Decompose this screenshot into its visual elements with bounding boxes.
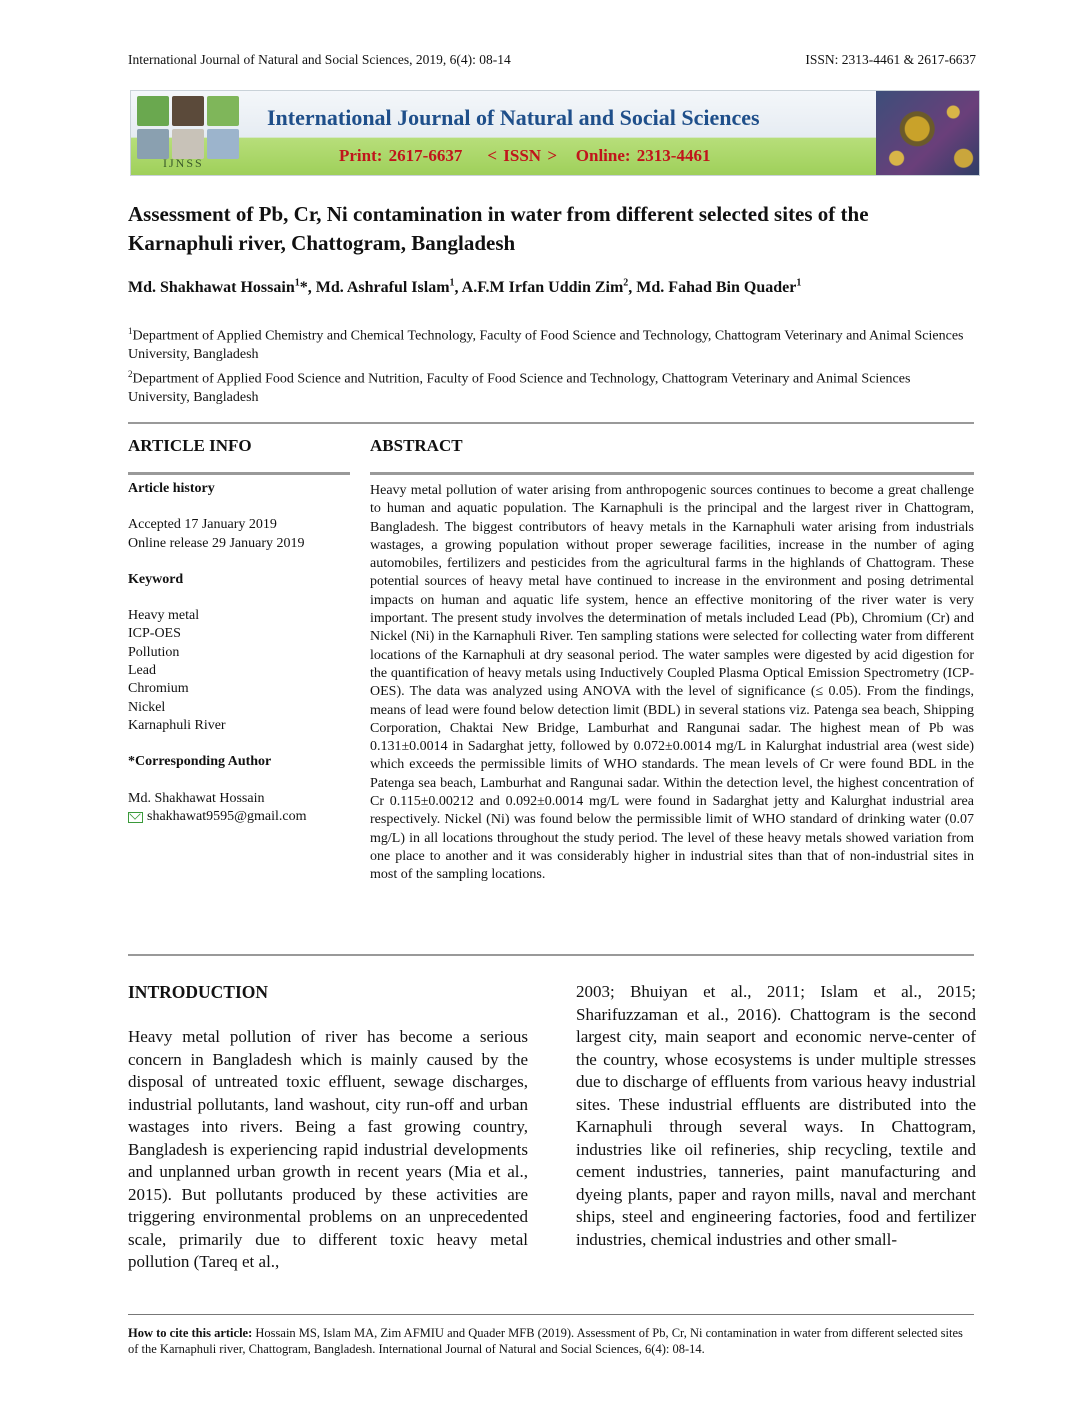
journal-banner: [130, 90, 980, 176]
running-head: [128, 52, 976, 68]
article-info: [128, 480, 348, 826]
divider-footer: [128, 1314, 974, 1315]
running-head-journal: International Journal of Natural and Social Sciences, 2019, 6(4): 08-14: [128, 52, 511, 67]
author-2: Md. Ashraful Islam$^1$: [315, 278, 455, 297]
email-row[interactable]: [128, 808, 348, 826]
running-head-issn: ISSN: 2313-4461 & 2617-6637: [805, 52, 976, 67]
keyword-item: ICP-OES: [128, 626, 181, 642]
affiliation-1: $^1$Department of Applied Chemistry and Chemical Technology, Faculty of Food Science and Technology, Chattogram Veterinary and Animal Sciences University, Bangladesh: [128, 326, 964, 363]
email-link[interactable]: shakhawat9595@gmail.com: [147, 808, 307, 824]
corresponding-name: Md. Shakhawat Hossain: [128, 790, 265, 806]
author-list: Md. Shakhawat Hossain$^1$*, Md. Ashraful Islam$^1$, A.F.M Irfan Uddin Zim$^2$, Md. Fahad Bin Quader$^1$: [128, 278, 802, 297]
author-1: Md. Shakhawat Hossain$^1$*: [128, 278, 308, 297]
banner-journal-title: International Journal of Natural and Social Sciences: [267, 105, 760, 130]
keyword-item: Heavy metal: [128, 608, 200, 624]
keyword-item: Chromium: [128, 681, 189, 697]
article-info-heading: ARTICLE INFO: [128, 436, 252, 455]
leaf-icon: [207, 96, 239, 126]
introduction-column-2: 2003; Bhuiyan et al., 2011; Islam et al., 2015; Sharifuzzaman et al., 2016). Chattogram is the second largest city, main seaport and economic nerve-center of the country, whose ecosystems is under multiple stresses due to discharge of effluents from various heavy industrial sites. These industrial effluents are distributed into the Karnaphuli through several ways. In Chattogram, industries like oil refineries, ship recycling, textile and cement industries, tanneries, paint manufacturing and dyeing plants, paper and rayon mills, naval and merchant ships, steel and engineering factories, food and fertilizer industries, chemical industries and other small-: [576, 982, 976, 1249]
logo-text: IJNSS: [163, 156, 204, 170]
divider-intro: [128, 954, 974, 956]
keyword-item: Nickel: [128, 699, 166, 715]
banner-issn-line: Print: 2617-6637 < ISSN > Online: 2313-4461: [339, 146, 711, 165]
citation-text: Hossain MS, Islam MA, Zim AFMIU and Quader MFB (2019). Assessment of Pb, Cr, Ni contamination in water from different selected sites of the Karnaphuli river, Chattogram, Bangladesh. International Journal of Natural and Social Sciences, 6(4): 08-14.: [128, 1326, 963, 1356]
online-date: Online release 29 January 2019: [128, 535, 305, 551]
lab-icon: [207, 129, 239, 159]
keyword-item: Karnaphuli River: [128, 717, 226, 733]
introduction-heading: INTRODUCTION: [128, 982, 269, 1002]
journal-logo: [135, 94, 243, 172]
author-3: A.F.M Irfan Uddin Zim$^2$: [461, 278, 629, 297]
abstract-heading: ABSTRACT: [370, 436, 463, 455]
divider-top: [128, 422, 974, 424]
abstract-text: Heavy metal pollution of water arising from anthropogenic sources continues to become a great challenge to human and aquatic population. The Karnaphuli is the principal and the largest river in Chattogram, Bangladesh. The biggest contributors of heavy metals in the Karnaphuli water arising from industrials wastages, a growing population without proper sewerage facilities, increase in the number of aging automobiles, fertilizers and pesticides from the agricultural farms in the highlands of Chattogram. These potential sources of heavy metal have continued to increase in the environment and posing detrimental impacts on human and aquatic life system, hence an effective monitoring of the river water is very important. The present study involves the determination of metals included Lead (Pb), Chromium (Cr) and Nickel (Ni) in the Karnaphuli River. Ten sampling stations were selected for collecting water from different locations of the Karnaphuli at dry seasonal period. The water samples were digested by acid digestion for the quantification of heavy metals using Inductively Coupled Plasma Optical Emission Spectrometry (ICP-OES). The data was analyzed using ANOVA with the level of significance (≤ 0.05). From the findings, means of lead were found below detection limit (BDL) in several stations viz. Patenga sea beach, Shipping Corporation, Chaktai New Bridge, Lamburhat and Rangunai sadar. The highest mean of Pb was 0.131±0.0014 in Sadarghat jetty, followed by 0.072±0.0014 mg/L in Kalurghat industrial area (west side) which exceeds the permissible limits of WHO standards. The mean levels of Cr were found BDL in the Patenga sea beach, Lamburhat and Rangunai sadar. Within the detection level, the highest concentration of Cr 0.115±0.00212 and 0.092±0.0014 mg/L were found in Sadarghat jetty and Kalurghat industrial area respectively. Nickel (Ni) was found below the permissible limit of WHO standard of drinking water (0.07 mg/L) in all locations throughout the study period. The level of these heavy metals showed variation from one place to another and it was considerably higher in industrial sites than that of non-industrial sites in most of the sampling locations.: [370, 483, 974, 883]
affiliation-2: $^2$Department of Applied Food Science and Nutrition, Faculty of Food Science and Technology, Chattogram Veterinary and Animal Sciences University, Bangladesh: [128, 368, 911, 405]
affiliations: [128, 322, 973, 407]
envelope-icon: [128, 812, 143, 823]
article-title: Assessment of Pb, Cr, Ni contamination in water from different selected sites of the Karnaphuli river, Chattogram, Bangladesh: [128, 202, 869, 255]
introduction-column-1: Heavy metal pollution of river has become a serious concern in Bangladesh which is mainly caused by the disposal of untreated toxic effluent, sewage discharges, industrial pollutants, land washout, city run-off and urban wastages into rivers. Being a fast growing country, Bangladesh is experiencing rapid industrial developments and unplanned urban growth in recent years (Mia et al., 2015). But pollutants produced by these activities are triggering environmental problems on an unprecedented scale, primarily due to different toxic heavy metal pollution (Tareq et al.,: [128, 1027, 528, 1271]
keyword-label: Keyword: [128, 571, 184, 587]
accepted-date: Accepted 17 January 2019: [128, 517, 277, 533]
citation-label: How to cite this article:: [128, 1326, 253, 1340]
fish-icon: [137, 129, 169, 159]
keyword-item: Pollution: [128, 644, 180, 660]
animal-icon: [172, 96, 204, 126]
history-label: Article history: [128, 481, 215, 496]
virus-image: [876, 91, 979, 175]
science-icon: [172, 129, 204, 159]
divider-abstract: [370, 472, 974, 475]
author-4: Md. Fahad Bin Quader$^1$: [636, 278, 802, 297]
keyword-item: Lead: [128, 663, 156, 679]
corresponding-label: *Corresponding Author: [128, 754, 272, 770]
divider-info: [128, 472, 350, 475]
citation: [128, 1325, 973, 1357]
plant-icon: [137, 96, 169, 126]
